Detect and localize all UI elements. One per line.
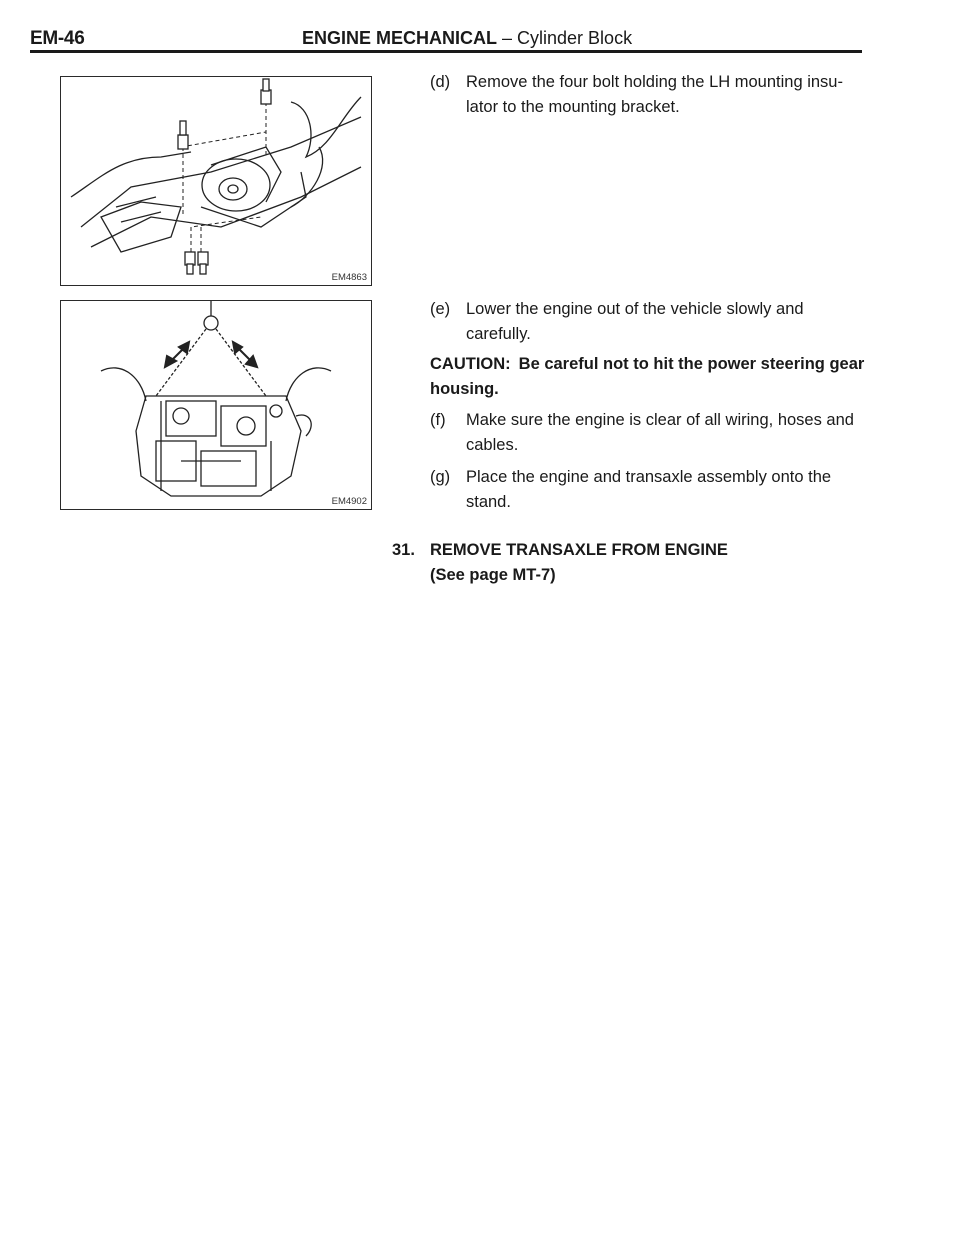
section-title-text: REMOVE TRANSAXLE FROM ENGINE (See page MT-7) bbox=[430, 541, 728, 584]
section-number: 31. bbox=[392, 541, 415, 559]
figure-code: EM4863 bbox=[331, 272, 367, 283]
mounting-insulator-bolts-illustration bbox=[61, 77, 371, 285]
step-f bbox=[430, 408, 870, 458]
step-text: Place the engine and transaxle assembly onto the stand. bbox=[466, 468, 832, 511]
step-label: (e) bbox=[430, 300, 451, 318]
step-text: Make sure the engine is clear of all wiring, hoses and cables. bbox=[466, 411, 854, 454]
figure-engine-hoist bbox=[60, 300, 372, 510]
page-reference: (See page MT-7) bbox=[430, 566, 556, 584]
caution-text: Be careful not to hit the power steering gear housing. bbox=[430, 355, 865, 398]
figure-code: EM4902 bbox=[331, 496, 367, 507]
step-label: (g) bbox=[430, 468, 451, 486]
step-text: Lower the engine out of the vehicle slowly and carefully. bbox=[466, 300, 804, 343]
page-number: EM-46 bbox=[30, 28, 85, 49]
caution-note bbox=[430, 352, 870, 402]
step-g bbox=[430, 465, 870, 515]
section-31-heading bbox=[392, 538, 872, 588]
step-d bbox=[430, 70, 870, 120]
figure-mounting-insulator bbox=[60, 76, 372, 286]
header-rule bbox=[30, 50, 862, 53]
step-text: Remove the four bolt holding the LH mounting insu- lator to the mounting bracket. bbox=[466, 73, 843, 116]
section-title: ENGINE MECHANICAL – Cylinder Block bbox=[302, 28, 633, 48]
step-label: (f) bbox=[430, 411, 446, 429]
step-label: (d) bbox=[430, 73, 451, 91]
step-e bbox=[430, 297, 870, 347]
engine-hoist-lowering-illustration bbox=[61, 301, 371, 509]
caution-label: CAUTION: bbox=[430, 355, 511, 373]
